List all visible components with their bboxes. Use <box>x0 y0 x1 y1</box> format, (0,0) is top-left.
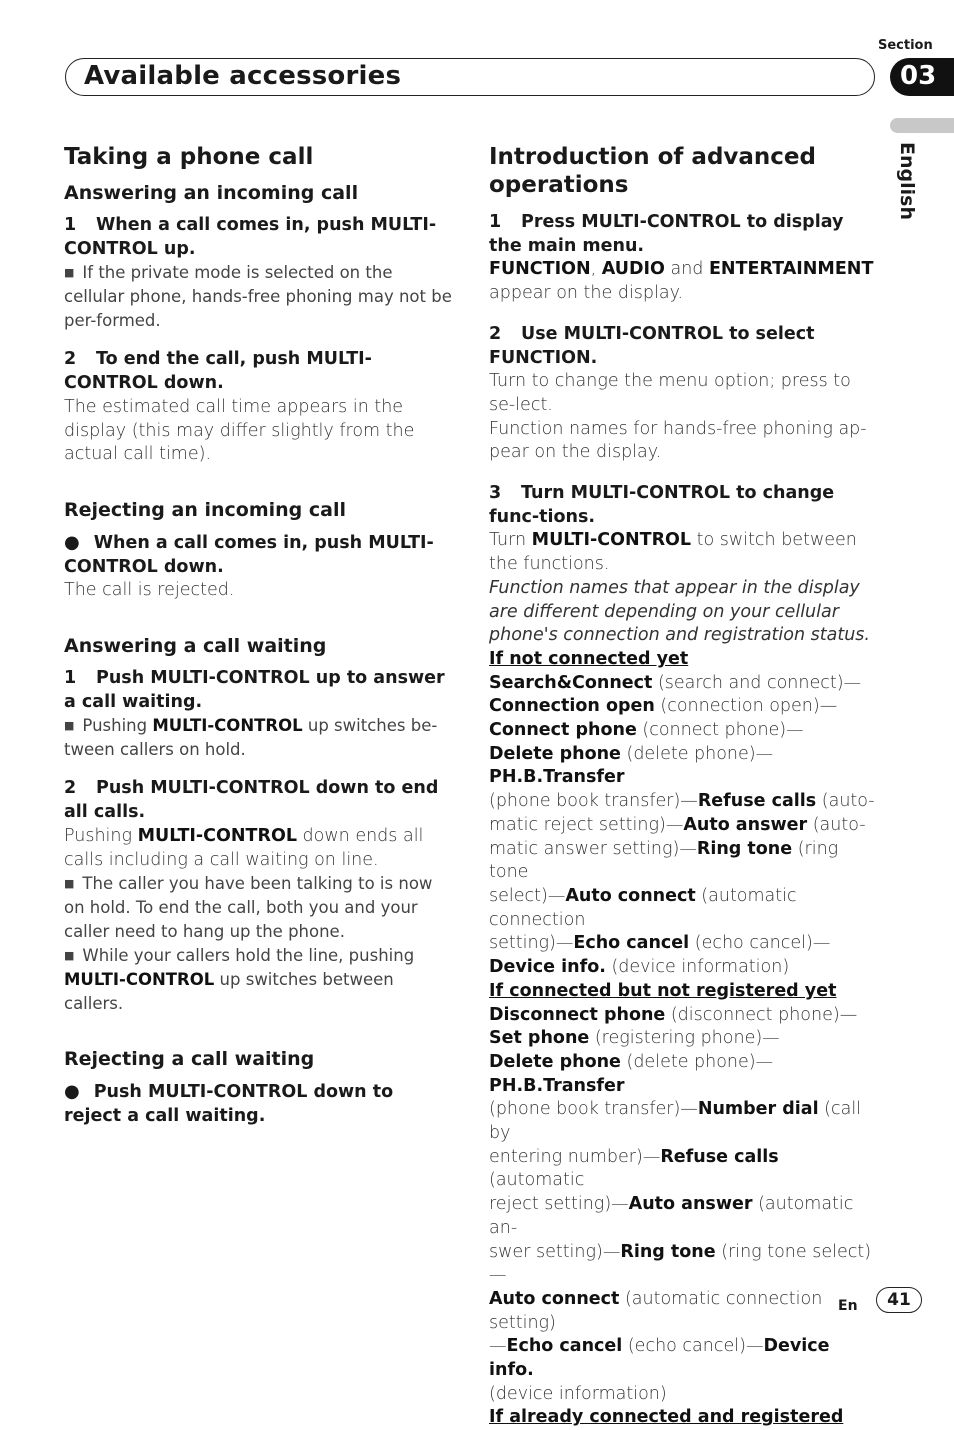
step-text: Push MULTI-CONTROL down to reject a call waiting. <box>64 1082 394 1126</box>
menu-entertainment: ENTERTAINMENT <box>708 259 874 280</box>
square-bullet-icon: ■ <box>64 266 75 280</box>
step-number: 1 <box>64 668 77 689</box>
note <box>64 261 454 333</box>
step-number: 2 <box>64 778 77 799</box>
step-text: Press MULTI-CONTROL to display the main menu. <box>489 212 844 256</box>
step-text: When a call comes in, push MULTI-CONTROL up. <box>64 215 437 259</box>
body-text <box>489 258 879 282</box>
step-2 <box>489 323 879 370</box>
square-bullet-icon: ■ <box>64 949 75 963</box>
section-number-badge <box>890 58 954 96</box>
body-span: to switch between the functions. <box>489 530 857 575</box>
body-span: , <box>590 259 602 280</box>
italic-note: Function names that appear in the display are different depending on your cellular phone's connection and registration status. <box>489 577 870 646</box>
note-text: Pushing <box>82 716 153 736</box>
note-text: up switches between callers. <box>64 970 394 1014</box>
step-text: Use MULTI-CONTROL to select FUNCTION. <box>489 323 815 368</box>
left-column <box>64 140 454 1129</box>
body-text <box>64 825 454 872</box>
note-text: up switches be-tween callers on hold. <box>64 716 438 760</box>
heading-answering-waiting: Answering a call waiting <box>64 635 327 658</box>
language-label: English <box>896 142 918 220</box>
square-bullet-icon: ■ <box>64 877 75 891</box>
step-1 <box>64 667 454 714</box>
step-text: Turn MULTI-CONTROL to change func-tions. <box>489 483 835 527</box>
function-list-not-registered: Disconnect phone (disconnect phone)— Set phone (registering phone)— Delete phone (delete phone)—PH.B.Transfer (phone book transfer)—Number dial (call by entering number)—Refuse calls (automatic reject setting)—Auto answer (automatic an- swer setting)—Ring tone (ring tone select)— Auto connect (automatic connection setting) —Echo cancel (echo cancel)—Device info. (device information) <box>489 1004 872 1404</box>
step-number: 3 <box>489 483 502 504</box>
note-bold: MULTI-CONTROL <box>64 970 215 990</box>
step-number: 1 <box>64 215 77 235</box>
step-text: Push MULTI-CONTROL up to answer a call waiting. <box>64 668 445 712</box>
bullet-step <box>64 1080 454 1128</box>
underlined-heading: If not connected yet <box>489 648 689 669</box>
step-3 <box>489 482 879 529</box>
step-text: When a call comes in, push MULTI-CONTROL down. <box>64 532 434 577</box>
right-column <box>489 140 879 1430</box>
note <box>64 872 454 944</box>
body-span: down ends all calls including a call waiting on line. <box>64 825 424 870</box>
function-list-not-connected: Search&Connect (search and connect)— Connection open (connection open)— Connect phone (connect phone)— Delete phone (delete phone)—PH.B.Transfer (phone book transfer)—Refuse calls (auto- matic reject setting)—Auto answer (auto- matic answer setting)—Ring tone (ring tone select)—Auto connect (automatic connection setting)—Echo cancel (echo cancel)— Device info. (device information) <box>489 672 875 978</box>
page-title-box <box>65 58 875 96</box>
step-number: 1 <box>489 212 502 232</box>
body-text: The call is rejected. <box>64 580 235 601</box>
body-span: Turn <box>489 530 532 551</box>
body-text: appear on the display. <box>489 283 684 304</box>
body-span: Pushing <box>64 825 138 846</box>
step-1 <box>489 211 879 258</box>
page-number: 41 <box>876 1287 922 1313</box>
underlined-heading: If connected but not registered yet <box>489 980 837 1001</box>
step-1 <box>64 214 454 261</box>
page-title: Available accessories <box>84 61 402 91</box>
body-text: The estimated call time appears in the display (this may differ slightly from the actual call time). <box>64 396 415 465</box>
section-number: 03 <box>900 61 937 91</box>
square-bullet-icon: ■ <box>64 719 75 733</box>
bullet-dot-icon: ● <box>64 1081 80 1103</box>
body-bold: MULTI-CONTROL <box>137 825 297 846</box>
note-text: If the private mode is selected on the cellular phone, hands-free phoning may not be per-formed. <box>64 263 452 331</box>
heading-taking-phone-call: Taking a phone call <box>64 144 314 170</box>
body-text: Turn to change the menu option; press to se-lect. <box>489 371 851 415</box>
heading-answering-incoming: Answering an incoming call <box>64 182 359 204</box>
step-text: To end the call, push MULTI-CONTROL down. <box>64 349 372 394</box>
body-span: and <box>664 259 709 280</box>
body-bold: MULTI-CONTROL <box>531 530 692 551</box>
heading-introduction: Introduction of advanced operations <box>489 144 816 198</box>
note <box>64 944 454 1016</box>
body-text <box>489 529 879 576</box>
menu-audio: AUDIO <box>601 259 665 280</box>
footer-language: En <box>838 1298 858 1314</box>
note-text: The caller you have been talking to is now on hold. To end the call, both you and your caller need to hang up the phone. <box>64 874 433 942</box>
note-text: While your callers hold the line, pushing <box>82 946 415 966</box>
heading-rejecting-waiting: Rejecting a call waiting <box>64 1048 315 1071</box>
language-tab-bar <box>890 118 954 133</box>
step-number: 2 <box>64 349 77 370</box>
section-label: Section <box>878 38 933 53</box>
note-bold: MULTI-CONTROL <box>152 716 303 736</box>
subheading-not-connected <box>489 648 879 672</box>
note <box>64 714 454 762</box>
bullet-step <box>64 531 454 579</box>
step-2 <box>64 348 454 395</box>
heading-rejecting-incoming: Rejecting an incoming call <box>64 498 346 521</box>
menu-function: FUNCTION <box>489 259 591 280</box>
step-number: 2 <box>489 323 502 344</box>
bullet-dot-icon: ● <box>64 531 80 553</box>
subheading-connected-not-registered <box>489 980 879 1004</box>
subheading-connected-registered <box>489 1406 879 1430</box>
step-2 <box>64 777 454 824</box>
body-text: Function names for hands-free phoning ap-pear on the display. <box>489 418 867 463</box>
step-text: Push MULTI-CONTROL down to end all calls. <box>64 778 439 823</box>
underlined-heading: If already connected and registered <box>489 1407 844 1428</box>
